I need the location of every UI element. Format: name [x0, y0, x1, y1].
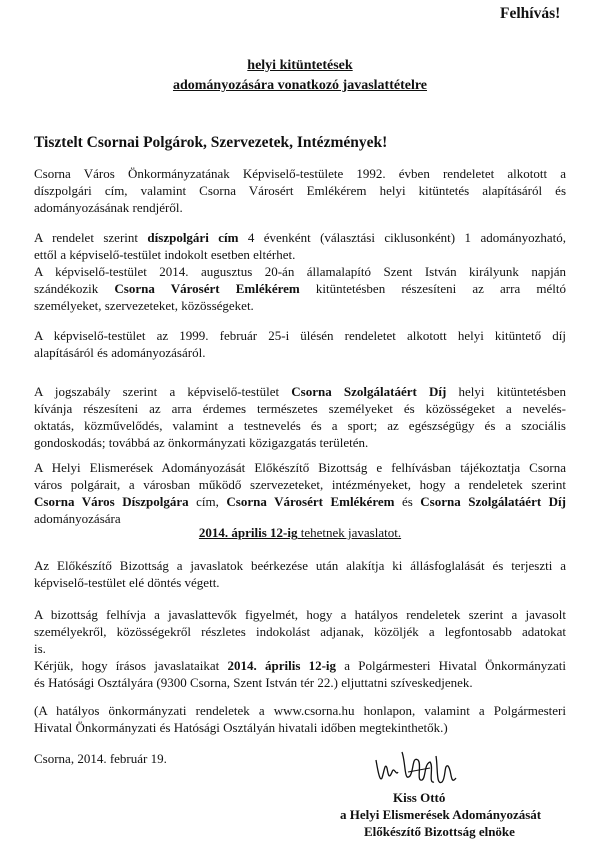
text-line: kívánja részesíteni az arra érdemes természetes személyeket és közösségeket a nevelés- — [34, 401, 566, 416]
handwritten-signature — [372, 742, 462, 790]
text-line: Csorna Város Díszpolgára cím, Csorna Városért Emlékérem és Csorna Szolgálatáért Díj — [34, 494, 566, 509]
signer-role-line-1: a Helyi Elismerések Adományozását — [340, 807, 542, 822]
place-date: Csorna, 2014. február 19. — [34, 751, 167, 766]
paragraph-diszpolgari — [34, 229, 566, 314]
text-line: is. — [34, 641, 46, 656]
text-line: szándékozik Csorna Városért Emlékérem kitüntetésben részesíteni az arra méltó — [34, 281, 566, 296]
text-line: képviselő-testület elé döntés végett. — [34, 575, 220, 590]
text-line: város polgárait, a városban működő szervezeteket, intézményeket, hogy a rendeletek szerint — [34, 477, 566, 492]
text-line: A képviselő-testület az 1999. február 25-i ülésén rendeletet alkotott helyi kitüntető díj — [34, 328, 566, 343]
deadline-line: 2014. április 12-ig tehetnek javaslatot. — [198, 525, 402, 540]
text-line: és Hatósági Osztályára (9300 Csorna, Szent István tér 22.) eljuttatni szíveskedjenek. — [34, 675, 473, 690]
text-line: ettől a képviselő-testület indokolt esetben eltérhet. — [34, 247, 296, 262]
text-line: Kérjük, hogy írásos javaslataikat 2014. április 12-ig a Polgármesteri Hivatal Önkormányzati — [34, 658, 566, 673]
text-line: A Helyi Elismerések Adományozását Előkészítő Bizottság e felhívásban tájékoztatja Csorna — [34, 460, 566, 475]
text-line: adományozásának rendjéről. — [34, 200, 183, 215]
text-line: A rendelet szerint díszpolgári cím 4 évenként (választási ciklusonként) 1 adományozható, — [34, 230, 566, 245]
text-line: alapításáról és adományozásáról. — [34, 345, 206, 360]
text-line: A jogszabály szerint a képviselő-testület Csorna Szolgálatáért Díj helyi kitüntetésben — [34, 384, 567, 399]
text-line: Hivatal Önkormányzati és Hatósági Osztályán hivatali időben megtekinthetők.) — [34, 720, 448, 735]
signer-role-line-2: Előkészítő Bizottság elnöke — [364, 824, 515, 839]
text-line: személyekről, közösségekről részletes indokolást adjanak, közöljék a legfontosabb adatokat — [34, 624, 566, 639]
subtitle-line-2: adományozására vonatkozó javaslattételre — [172, 78, 428, 93]
salutation: Tisztelt Csornai Polgárok, Szervezetek, Intézmények! — [34, 134, 388, 151]
text-line: díszpolgári cím, valamint Csorna Városért Emlékérem helyi kitüntetés alapításáról és — [34, 183, 566, 198]
text-line: A bizottság felhívja a javaslattevők figyelmét, hogy a hatályos rendeletek szerint a javasolt — [34, 607, 566, 622]
paragraph-felhivja — [34, 606, 566, 691]
paragraph-elokeszito — [34, 557, 566, 591]
text-line: oktatás, közművelődés, valamint a testnevelés és a sport; az egészségügy és a szociális — [34, 418, 566, 433]
text-line: személyeket, szervezeteket, közösségeket. — [34, 298, 254, 313]
document-title: Felhívás! — [500, 5, 561, 22]
text-line: (A hatályos önkormányzati rendeletek a www.csorna.hu honlapon, valamint a Polgármesteri — [34, 703, 566, 718]
paragraph-bizottsag-tajekoztatas — [34, 459, 566, 527]
text-line: adományozására — [34, 511, 121, 526]
paragraph-kituntetes-dij — [34, 327, 566, 361]
paragraph-intro — [34, 165, 566, 216]
subtitle-line-1: helyi kitüntetések — [247, 58, 353, 73]
text-line: gondoskodás; továbbá az önkormányzati közigazgatás területén. — [34, 435, 369, 450]
paragraph-rendeletek — [34, 702, 566, 736]
text-line: A képviselő-testület 2014. augusztus 20-án államalapító Szent István királyunk napján — [34, 264, 566, 279]
text-line: Az Előkészítő Bizottság a javaslatok beérkezése után alakítja ki állásfoglalását és terjeszti a — [34, 558, 566, 573]
signer-name: Kiss Ottó — [393, 790, 446, 805]
paragraph-szolgalataert-dij — [34, 383, 566, 451]
text-line: Csorna Város Önkormányzatának Képviselő-testülete 1992. évben rendeletet alkotott a — [34, 166, 566, 181]
